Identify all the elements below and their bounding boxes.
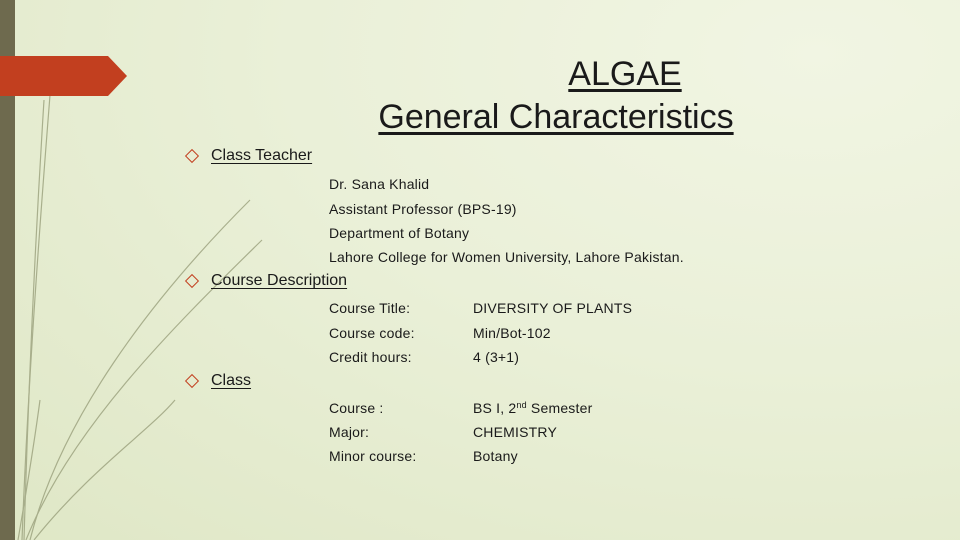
class-row-key: Course : xyxy=(329,400,384,416)
teacher-line: Dr. Sana Khalid xyxy=(329,176,430,192)
class-row-key: Major: xyxy=(329,424,370,440)
bullet-class-teacher xyxy=(187,147,312,165)
class-row-value xyxy=(473,400,592,416)
section-label-course: Course Description xyxy=(211,272,348,289)
class-row-value: Botany xyxy=(473,448,518,464)
course-row-key: Course code: xyxy=(329,325,415,341)
teacher-line: Department of Botany xyxy=(329,225,470,241)
class-value-sup: nd xyxy=(516,400,527,410)
diamond-bullet-icon xyxy=(185,149,199,163)
course-row-value: DIVERSITY OF PLANTS xyxy=(473,300,633,316)
title-line-2: General Characteristics xyxy=(378,98,734,136)
bullet-course-description xyxy=(187,272,347,290)
course-row-value: 4 (3+1) xyxy=(473,349,520,365)
section-label-class: Class xyxy=(211,372,252,389)
course-row-key: Credit hours: xyxy=(329,349,412,365)
course-row-key: Course Title: xyxy=(329,300,411,316)
course-row-value: Min/Bot-102 xyxy=(473,325,551,341)
diamond-bullet-icon xyxy=(185,274,199,288)
title-line-1: ALGAE xyxy=(568,55,682,93)
bullet-class xyxy=(187,372,251,390)
class-row-value: CHEMISTRY xyxy=(473,424,557,440)
class-row-key: Minor course: xyxy=(329,448,417,464)
teacher-line: Assistant Professor (BPS-19) xyxy=(329,201,517,217)
diamond-bullet-icon xyxy=(185,374,199,388)
section-label-teacher: Class Teacher xyxy=(211,147,313,164)
class-value-pre: BS I, 2 xyxy=(473,400,517,416)
red-accent-tab xyxy=(0,56,127,96)
class-value-post: Semester xyxy=(526,400,593,416)
teacher-line: Lahore College for Women University, Lahore Pakistan. xyxy=(329,249,684,265)
